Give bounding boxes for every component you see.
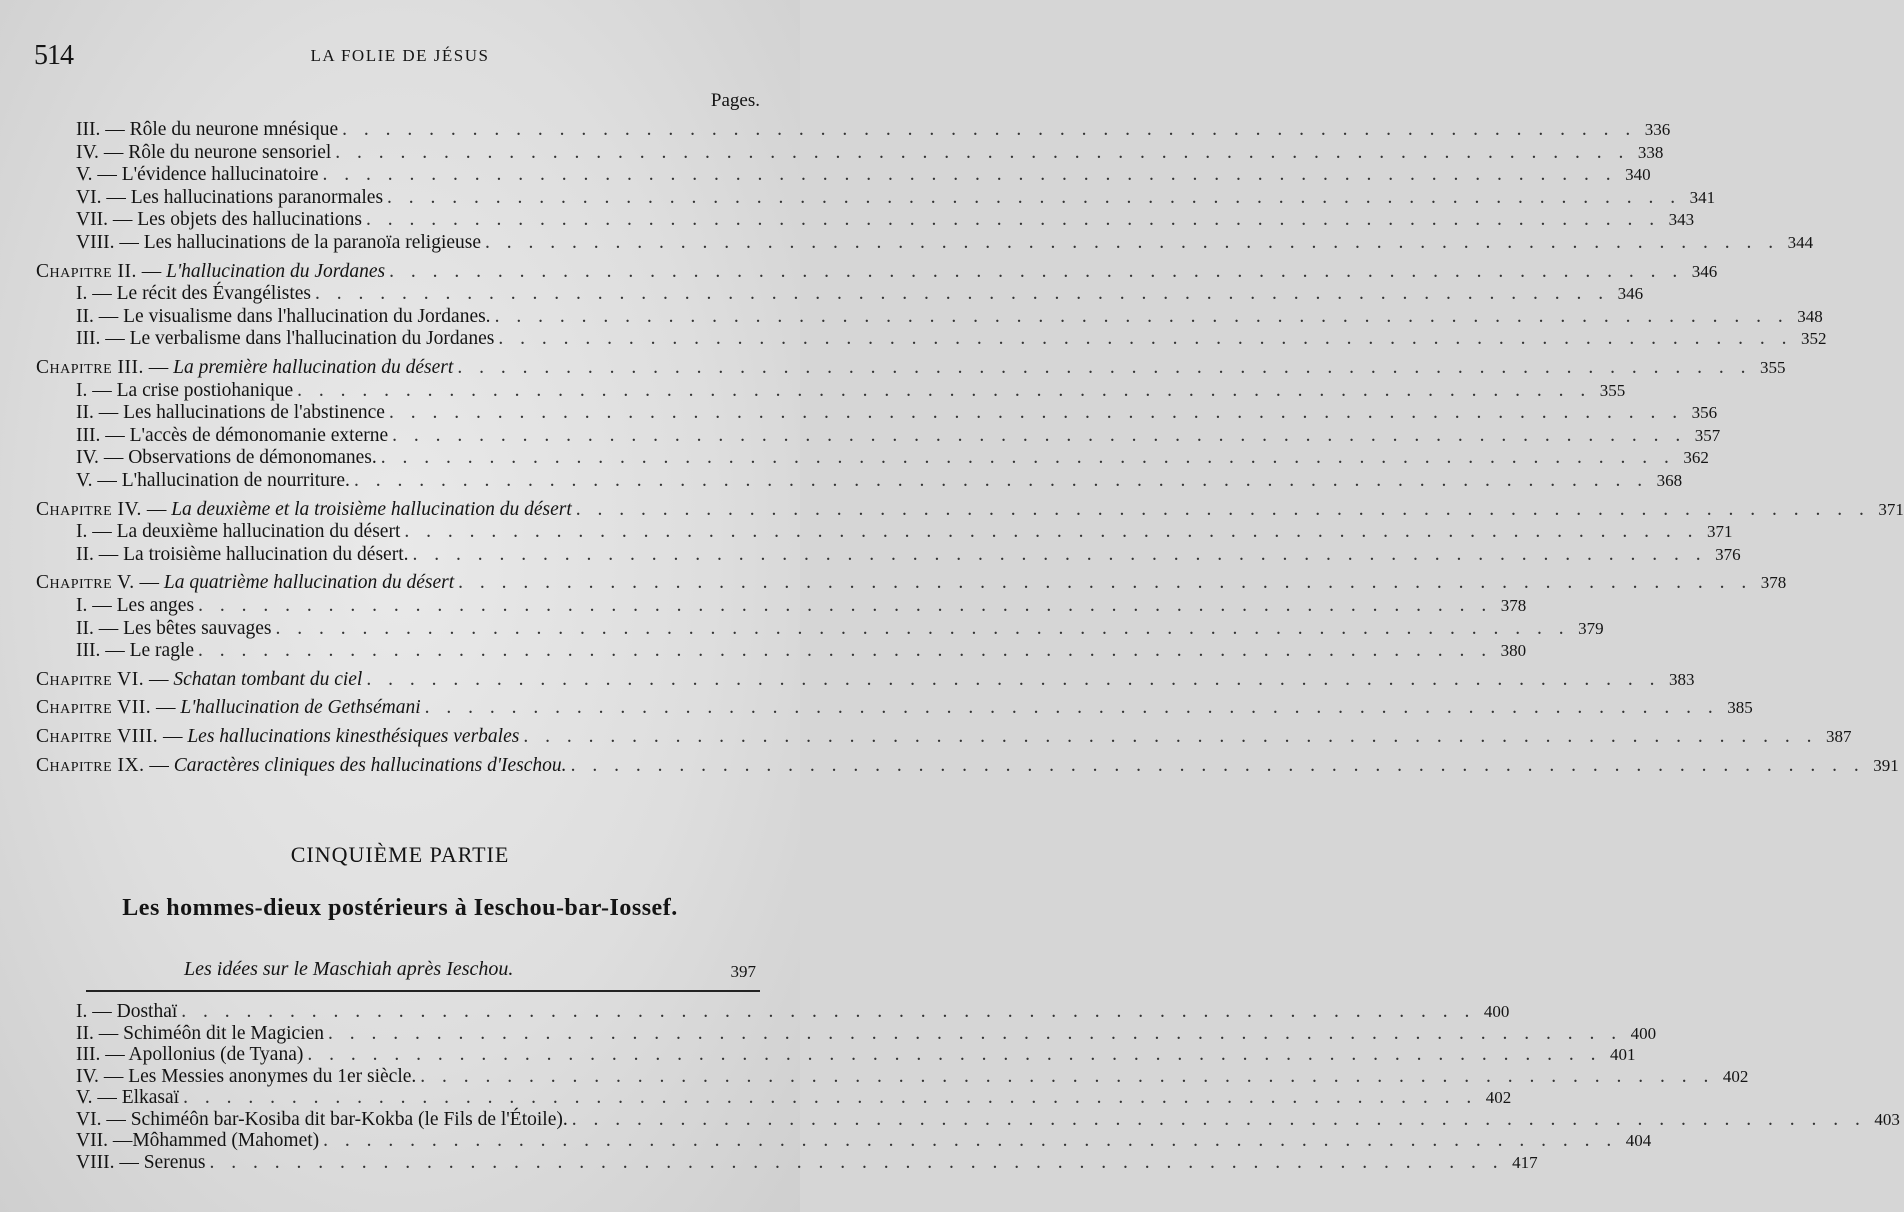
section-number: VI. [76, 186, 102, 208]
leader-dots: . . . . . . . . . . . . . . . . . . . . . . . . . . . . . . . . . . . . . . . . . . . . . . . . . . . . . . . . . . . . [198, 595, 1493, 616]
toc-section-row [76, 617, 1604, 641]
section-title: — L'évidence hallucinatoire [97, 164, 319, 186]
toc-section-row [76, 1000, 1510, 1024]
section-number: VIII. [76, 1151, 115, 1173]
chapter-title: Schatan tombant du ciel [173, 668, 363, 690]
toc-section-label [76, 469, 350, 493]
toc-section-label [76, 163, 319, 187]
toc-chapter-label [36, 668, 362, 692]
toc-chapter-label [36, 754, 567, 778]
toc-section-row [76, 639, 1527, 663]
chapter-title: La quatrième hallucination du désert [163, 572, 455, 594]
toc-section-label [76, 141, 331, 165]
toc-chapter-label [36, 571, 454, 595]
section-title: — Elkasaï [97, 1087, 180, 1108]
chapter-separator: — [141, 498, 172, 520]
toc-chapter-row [36, 668, 1695, 692]
toc-section-label [76, 1086, 179, 1110]
section-number: V. [76, 470, 93, 491]
page-ref: 371 [1878, 499, 1904, 519]
chapter-title: Les hallucinations kinesthésiques verbales [187, 726, 520, 747]
page-ref: 391 [1873, 755, 1899, 775]
chapter-title: La deuxième et la troisième hallucination du désert [171, 498, 572, 520]
section-title: —Môhammed (Mahomet) [112, 1130, 320, 1151]
section-title: — Le verbalisme dans l'hallucination du Jordanes [105, 328, 495, 350]
toc-section-row [76, 186, 1716, 210]
leader-dots: . . . . . . . . . . . . . . . . . . . . . . . . . . . . . . . . . . . . . . . . . . . . . . . . . . . . . . . . . . . . [392, 424, 1687, 446]
section-title: — Le visualisme dans l'hallucination du Jordanes. [98, 305, 491, 327]
toc-section-label [76, 424, 388, 448]
toc-section-label [76, 186, 383, 210]
toc-section-label [76, 639, 194, 663]
page-ref: 357 [1694, 425, 1721, 445]
page-ref: 336 [1644, 120, 1671, 139]
page-ref: 402 [1485, 1088, 1512, 1107]
page-ref: 343 [1668, 210, 1695, 230]
page-ref: 380 [1500, 641, 1527, 661]
chapter-separator: — [134, 572, 164, 594]
section-title: — Schiméôn bar-Kosiba dit bar-Kokba (le Fils de l'Étoile). [106, 1108, 568, 1130]
section-number: III. [76, 119, 101, 140]
section-number: II. [76, 305, 94, 327]
page-ref: 383 [1668, 669, 1695, 689]
section-title: — Rôle du neurone sensoriel [103, 141, 332, 163]
section-number: V. [76, 1087, 93, 1108]
toc-section-row [76, 282, 1644, 306]
section-title: — Serenus [119, 1151, 206, 1173]
toc-section-label [76, 379, 293, 403]
leader-dots: . . . . . . . . . . . . . . . . . . . . . . . . . . . . . . . . . . . . . . . . . . . . . . . . . . . . . . . . . . . . [404, 521, 1699, 543]
section-title: — Les bêtes sauvages [98, 617, 272, 639]
toc-section-row [76, 1043, 1636, 1067]
page-ref: 387 [1825, 727, 1852, 746]
part-heading: CINQUIÈME PARTIE [290, 842, 510, 867]
chapter-number: Chapitre III. [36, 357, 144, 378]
section-number: III. [76, 640, 101, 662]
toc-section-row [76, 141, 1664, 165]
chapter-separator: — [143, 357, 174, 378]
toc-section-label [76, 594, 194, 618]
leader-dots: . . . . . . . . . . . . . . . . . . . . . . . . . . . . . . . . . . . . . . . . . . . . . . . . . . . . . . . . . . . . [498, 328, 1793, 350]
section-title: — Les hallucinations de l'abstinence [98, 402, 385, 424]
toc-section-label [76, 1000, 177, 1024]
chapter-title: La première hallucination du désert [173, 357, 454, 378]
toc-section-label [76, 282, 311, 306]
section-number: VI. [76, 1108, 102, 1130]
toc-section-row [76, 594, 1527, 618]
section-number: III. [76, 1044, 101, 1065]
toc-section-row [76, 1086, 1512, 1110]
section-title: — L'hallucination de nourriture. [97, 470, 350, 491]
page-ref: 346 [1617, 284, 1644, 304]
section-number: I. [76, 595, 88, 616]
toc-chapter-label [36, 260, 385, 284]
toc-section-label [76, 1151, 205, 1175]
leader-dots: . . . . . . . . . . . . . . . . . . . . . . . . . . . . . . . . . . . . . . . . . . . . . . . . . . . . . . . . . . . . [523, 726, 1818, 747]
page-ref: 400 [1483, 1002, 1510, 1021]
toc-section-label [76, 1043, 303, 1067]
page-ref: 368 [1656, 471, 1683, 490]
section-title: — Rôle du neurone mnésique [105, 119, 339, 140]
toc-section-label [76, 1108, 568, 1132]
leader-dots: . . . . . . . . . . . . . . . . . . . . . . . . . . . . . . . . . . . . . . . . . . . . . . . . . . . . . . . . . . . . [457, 357, 1752, 378]
leader-dots: . . . . . . . . . . . . . . . . . . . . . . . . . . . . . . . . . . . . . . . . . . . . . . . . . . . . . . . . . . . . [342, 119, 1637, 140]
page-ref: 385 [1727, 698, 1753, 718]
leader-dots: . . . . . . . . . . . . . . . . . . . . . . . . . . . . . . . . . . . . . . . . . . . . . . . . . . . . . . . . . . . . [297, 379, 1592, 401]
chapter-number: Chapitre IX. [36, 754, 145, 776]
section-title: — Observations de démonomanes. [103, 447, 377, 469]
section-title: — Les hallucinations paranormales [106, 186, 384, 208]
page-number: 514 [34, 40, 73, 71]
section-number: II. [76, 402, 94, 424]
chapter-separator: — [144, 668, 174, 690]
chapter-number: Chapitre V. [36, 572, 135, 594]
chapter-separator: — [151, 697, 181, 719]
section-title: — Schiméôn dit le Magicien [98, 1022, 325, 1044]
section-number: III. [76, 328, 101, 350]
leader-dots: . . . . . . . . . . . . . . . . . . . . . . . . . . . . . . . . . . . . . . . . . . . . . . . . . . . . . . . . . . . . [424, 697, 1719, 719]
leader-dots: . . . . . . . . . . . . . . . . . . . . . . . . . . . . . . . . . . . . . . . . . . . . . . . . . . . . . . . . . . . . [366, 668, 1661, 690]
toc-section-label [76, 543, 409, 567]
section-title: — Dosthaï [92, 1001, 178, 1022]
leader-dots: . . . . . . . . . . . . . . . . . . . . . . . . . . . . . . . . . . . . . . . . . . . . . . . . . . . . . . . . . . . . [485, 232, 1780, 253]
page-ref: 341 [1689, 187, 1716, 207]
toc-chapter-row [36, 725, 1852, 749]
toc-section-label [76, 446, 377, 470]
leader-dots: . . . . . . . . . . . . . . . . . . . . . . . . . . . . . . . . . . . . . . . . . . . . . . . . . . . . . . . . . . . . [335, 141, 1630, 163]
pages-label: Pages. [710, 90, 760, 111]
section-title: — La deuxième hallucination du désert [92, 521, 401, 543]
page-ref: 338 [1637, 142, 1664, 162]
toc-section-row [76, 424, 1721, 448]
leader-dots: . . . . . . . . . . . . . . . . . . . . . . . . . . . . . . . . . . . . . . . . . . . . . . . . . . . . . . . . . . . . [181, 1001, 1476, 1022]
leader-dots: . . . . . . . . . . . . . . . . . . . . . . . . . . . . . . . . . . . . . . . . . . . . . . . . . . . . . . . . . . . . [209, 1151, 1504, 1173]
page-ref: 371 [1706, 522, 1733, 542]
toc-section-label [76, 520, 400, 544]
section-number: II. [76, 617, 94, 639]
section-title: — Apollonius (de Tyana) [105, 1044, 304, 1065]
page-ref: 400 [1630, 1023, 1657, 1043]
leader-dots: . . . . . . . . . . . . . . . . . . . . . . . . . . . . . . . . . . . . . . . . . . . . . . . . . . . . . . . . . . . . [275, 617, 1570, 639]
toc-section-row [76, 208, 1695, 232]
page-ref: 417 [1512, 1152, 1538, 1172]
page-ref: 340 [1625, 165, 1651, 185]
page-ref: 403 [1874, 1109, 1900, 1129]
part-title: Les hommes-dieux postérieurs à Ieschou-bar-Iossef. [122, 895, 678, 921]
leader-dots: . . . . . . . . . . . . . . . . . . . . . . . . . . . . . . . . . . . . . . . . . . . . . . . . . . . . . . . . . . . . [388, 402, 1684, 424]
section-number: VII. [76, 1130, 108, 1151]
toc-section-row [76, 1022, 1657, 1046]
toc-chapter-row [36, 356, 1786, 380]
section-title: — Le ragle [105, 640, 195, 662]
page-ref: 378 [1760, 573, 1787, 593]
leader-dots: . . . . . . . . . . . . . . . . . . . . . . . . . . . . . . . . . . . . . . . . . . . . . . . . . . . . . . . . . . . . [353, 470, 1649, 491]
toc-section-row [76, 520, 1733, 544]
section-title: — La troisième hallucination du désert. [98, 543, 409, 565]
chapter-number: Chapitre VIII. [36, 726, 159, 747]
page-ref: 378 [1500, 596, 1527, 615]
chapter-title: L'hallucination du Jordanes [166, 260, 386, 282]
toc-section-row [76, 1129, 1652, 1153]
toc-section-label [76, 118, 338, 142]
leader-dots: . . . . . . . . . . . . . . . . . . . . . . . . . . . . . . . . . . . . . . . . . . . . . . . . . . . . . . . . . . . . [571, 1108, 1866, 1130]
toc-chapter-row [36, 260, 1718, 284]
toc-section-label [76, 1065, 416, 1089]
toc-section-label [76, 401, 385, 425]
toc-section-label [76, 1022, 324, 1046]
section-number: IV. [76, 447, 99, 469]
chapter-number: Chapitre IV. [36, 498, 142, 520]
chapter-separator: — [158, 726, 188, 747]
leader-dots: . . . . . . . . . . . . . . . . . . . . . . . . . . . . . . . . . . . . . . . . . . . . . . . . . . . . . . . . . . . . [494, 305, 1789, 327]
section-title: — Les objets des hallucinations [112, 209, 362, 231]
leader-dots: . . . . . . . . . . . . . . . . . . . . . . . . . . . . . . . . . . . . . . . . . . . . . . . . . . . . . . . . . . . . [389, 260, 1684, 282]
chapter-title: Caractères cliniques des hallucinations d'Ieschou. [173, 754, 567, 776]
leader-dots: . . . . . . . . . . . . . . . . . . . . . . . . . . . . . . . . . . . . . . . . . . . . . . . . . . . . . . . . . . . . [198, 640, 1493, 662]
toc-chapter-row [36, 754, 1899, 778]
leader-dots: . . . . . . . . . . . . . . . . . . . . . . . . . . . . . . . . . . . . . . . . . . . . . . . . . . . . . . . . . . . . [458, 572, 1753, 594]
page-ref: 352 [1800, 329, 1827, 349]
chapter-title: L'hallucination de Gethsémani [180, 697, 421, 719]
toc-section-row [76, 1065, 1749, 1089]
leader-dots: . . . . . . . . . . . . . . . . . . . . . . . . . . . . . . . . . . . . . . . . . . . . . . . . . . . . . . . . . . . . [365, 209, 1661, 231]
leader-dots: . . . . . . . . . . . . . . . . . . . . . . . . . . . . . . . . . . . . . . . . . . . . . . . . . . . . . . . . . . . . [380, 447, 1675, 469]
page-ref: 362 [1683, 448, 1709, 468]
section-number: VIII. [76, 232, 115, 253]
chapter-separator: — [144, 754, 174, 776]
toc-chapter-label [36, 696, 421, 720]
toc-section-label [76, 327, 494, 351]
toc-chapter-row [36, 696, 1753, 720]
toc-section-label [76, 1129, 319, 1153]
section-number: VII. [76, 209, 108, 231]
page-ref: 344 [1787, 233, 1814, 252]
section-number: V. [76, 164, 93, 186]
section-number: I. [76, 379, 88, 401]
leader-dots: . . . . . . . . . . . . . . . . . . . . . . . . . . . . . . . . . . . . . . . . . . . . . . . . . . . . . . . . . . . . [307, 1044, 1602, 1065]
toc-section-row [76, 469, 1683, 493]
toc-section-label [76, 231, 481, 255]
page-ref: 348 [1797, 306, 1823, 326]
toc-section-label [76, 208, 362, 232]
section-title: — Le récit des Évangélistes [92, 283, 312, 305]
section-number: I. [76, 1001, 88, 1022]
page-ref: 404 [1625, 1131, 1652, 1150]
toc-section-row [76, 1151, 1538, 1175]
toc-section-row [76, 327, 1827, 351]
toc-section-row [76, 305, 1823, 329]
toc-section-row [76, 1108, 1900, 1132]
toc-chapter-label [36, 725, 519, 749]
toc-section-row [76, 163, 1651, 187]
page-ref: 355 [1759, 358, 1786, 377]
section-number: IV. [76, 1065, 99, 1087]
running-title: LA FOLIE DE JÉSUS [310, 46, 490, 65]
toc-section-row [76, 231, 1814, 255]
toc-section-row [76, 118, 1671, 142]
leader-dots: . . . . . . . . . . . . . . . . . . . . . . . . . . . . . . . . . . . . . . . . . . . . . . . . . . . . . . . . . . . . [570, 754, 1865, 776]
leader-dots: . . . . . . . . . . . . . . . . . . . . . . . . . . . . . . . . . . . . . . . . . . . . . . . . . . . . . . . . . . . . [412, 543, 1707, 565]
page-ref: 379 [1578, 618, 1604, 638]
toc-chapter-row [36, 498, 1904, 522]
toc-section-row [76, 446, 1709, 470]
chapter-separator: — [136, 260, 167, 282]
page-ref: 346 [1691, 261, 1718, 281]
leader-dots: . . . . . . . . . . . . . . . . . . . . . . . . . . . . . . . . . . . . . . . . . . . . . . . . . . . . . . . . . . . . [183, 1087, 1478, 1108]
section-title: — Les anges [92, 595, 195, 616]
page-ref: 401 [1609, 1045, 1636, 1064]
section-title: — L'accès de démonomanie externe [105, 424, 389, 446]
leader-dots: . . . . . . . . . . . . . . . . . . . . . . . . . . . . . . . . . . . . . . . . . . . . . . . . . . . . . . . . . . . . [322, 164, 1617, 186]
leader-dots: . . . . . . . . . . . . . . . . . . . . . . . . . . . . . . . . . . . . . . . . . . . . . . . . . . . . . . . . . . . . [315, 283, 1610, 305]
chapter-number: Chapitre II. [36, 260, 137, 282]
section-title: — Les Messies anonymes du 1er siècle. [103, 1065, 417, 1087]
section-number: IV. [76, 141, 99, 163]
section-page: 397 [730, 962, 756, 981]
section-number: III. [76, 424, 101, 446]
toc-section-row [76, 401, 1718, 425]
page-ref: 402 [1722, 1066, 1749, 1086]
leader-dots: . . . . . . . . . . . . . . . . . . . . . . . . . . . . . . . . . . . . . . . . . . . . . . . . . . . . . . . . . . . . [323, 1130, 1618, 1151]
chapter-number: Chapitre VII. [36, 697, 152, 719]
leader-dots: . . . . . . . . . . . . . . . . . . . . . . . . . . . . . . . . . . . . . . . . . . . . . . . . . . . . . . . . . . . . [420, 1065, 1715, 1087]
page-ref: 376 [1715, 544, 1741, 564]
leader-dots: . . . . . . . . . . . . . . . . . . . . . . . . . . . . . . . . . . . . . . . . . . . . . . . . . . . . . . . . . . . . [575, 498, 1870, 520]
divider [86, 990, 760, 992]
section-number: II. [76, 1022, 94, 1044]
section-number: I. [76, 521, 88, 543]
leader-dots: . . . . . . . . . . . . . . . . . . . . . . . . . . . . . . . . . . . . . . . . . . . . . . . . . . . . . . . . . . . . [328, 1022, 1623, 1044]
toc-section-label [76, 305, 491, 329]
section-number: II. [76, 543, 94, 565]
section-title: Les idées sur le Maschiah après Ieschou. [184, 958, 514, 980]
page-ref: 355 [1599, 380, 1626, 400]
toc-section-row [76, 543, 1741, 567]
leader-dots: . . . . . . . . . . . . . . . . . . . . . . . . . . . . . . . . . . . . . . . . . . . . . . . . . . . . . . . . . . . . [387, 186, 1682, 208]
toc-chapter-label [36, 498, 572, 522]
section-title: — La crise postiohanique [92, 379, 294, 401]
section-title: — Les hallucinations de la paranoïa religieuse [119, 232, 482, 253]
toc-section-row [76, 379, 1626, 403]
toc-chapter-label [36, 356, 453, 380]
section-number: I. [76, 283, 88, 305]
toc-chapter-row [36, 571, 1787, 595]
chapter-number: Chapitre VI. [36, 668, 145, 690]
page-ref: 356 [1691, 403, 1718, 423]
toc-section-label [76, 617, 272, 641]
